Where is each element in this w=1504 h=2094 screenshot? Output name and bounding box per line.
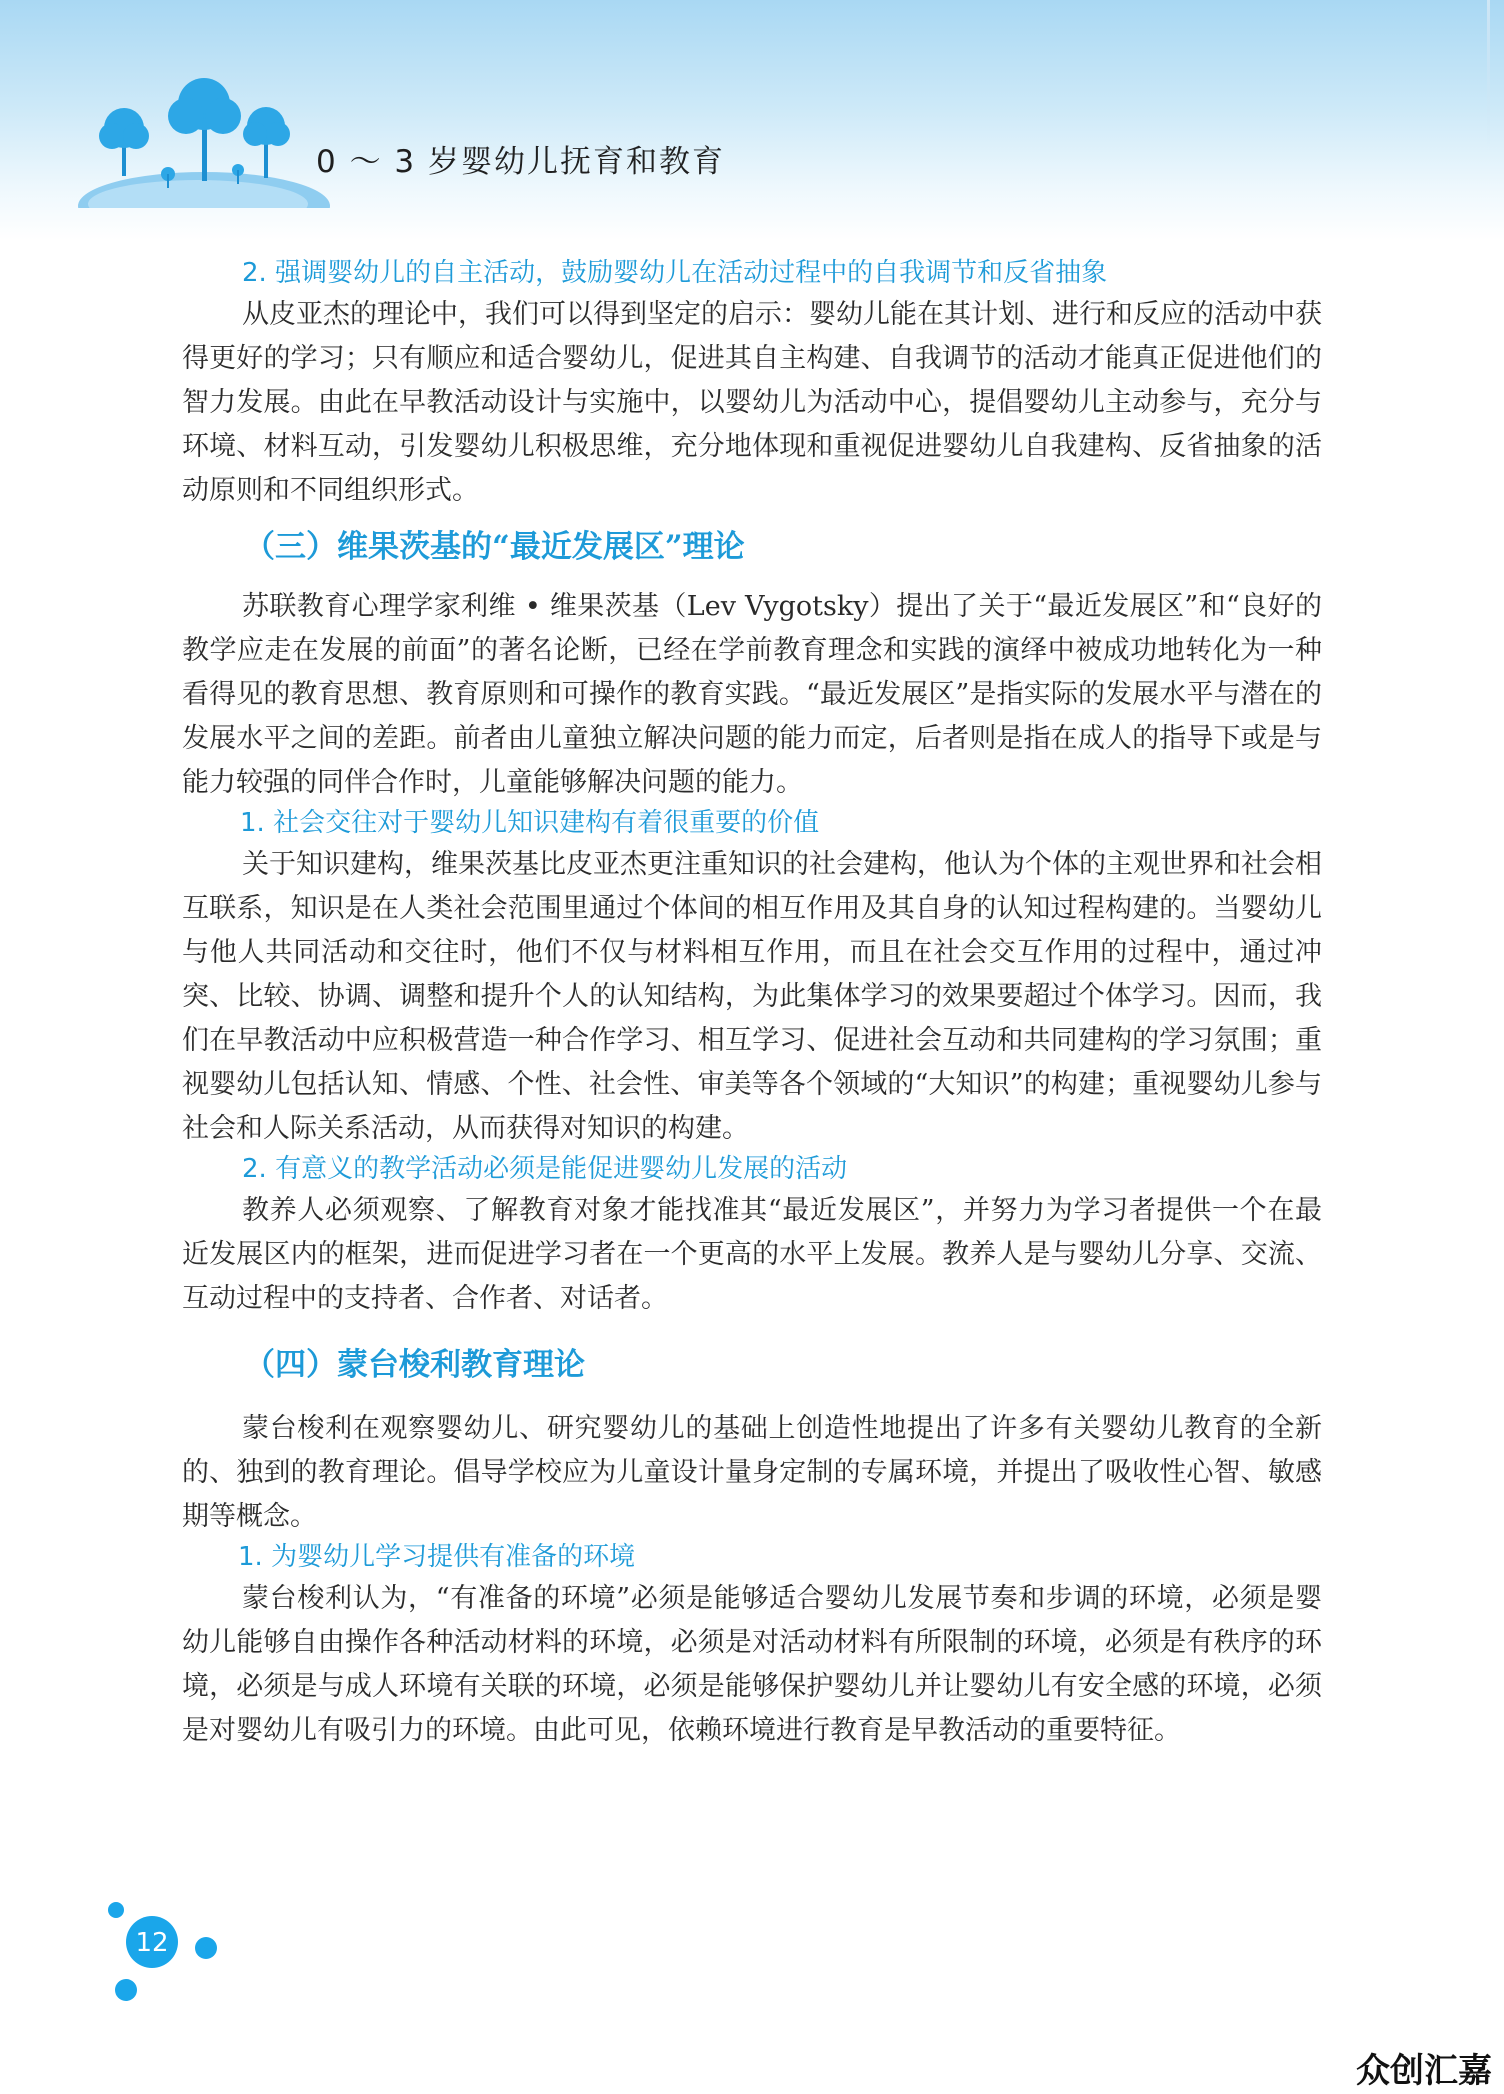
page-number-badge — [100, 1898, 230, 2008]
page-number: 12 — [135, 1928, 169, 1958]
paragraph-caregiver-role: 教养人必须观察、了解教育对象才能找准其“最近发展区”，并努力为学习者提供一个在最近发展区内的框架，进而促进学习者在一个更高的水平上发展。教养人是与婴幼儿分享、交流、互动过程中的支持者、合作者、对话者。 — [182, 1195, 1322, 1314]
paragraph-prepared-environment: 蒙台梭利认为，“有准备的环境”必须是能够适合婴幼儿发展节奏和步调的环境，必须是婴幼儿能够自由操作各种活动材料的环境，必须是对活动材料有所限制的环境，必须是有秩序的环境，必须是与成人环境有关联的环境，必须是能够保护婴幼儿并让婴幼儿有安全感的环境，必须是对婴幼儿有吸引力的环境。由此可见，依赖环境进行教育是早教活动的重要特征。 — [182, 1583, 1322, 1746]
watermark-text: 众创汇嘉 — [1344, 2048, 1504, 2094]
subheading-prepared-environment: 1. 为婴幼儿学习提供有准备的环境 — [238, 1542, 636, 1572]
subheading-autonomous-activity: 2. 强调婴幼儿的自主活动，鼓励婴幼儿在活动过程中的自我调节和反省抽象 — [242, 258, 1108, 288]
section-heading-vygotsky: （三）维果茨基的“最近发展区”理论 — [244, 529, 745, 565]
paragraph-vygotsky-intro: 苏联教育心理学家利维 • 维果茨基（Lev Vygotsky）提出了关于“最近发展区”和“良好的教学应走在发展的前面”的著名论断，已经在学前教育理念和实践的演绎中被成功地转化为一种看得见的教育思想、教育原则和可操作的教育实践。“最近发展区”是指实际的发展水平与潜在的发展水平之间的差距。前者由儿童独立解决问题的能力而定，后者则是指在成人的指导下或是与能力较强的同伴合作时，儿童能够解决问题的能力。 — [182, 591, 1322, 798]
paragraph-piaget-insight: 从皮亚杰的理论中，我们可以得到坚定的启示：婴幼儿能在其计划、进行和反应的活动中获得更好的学习；只有顺应和适合婴幼儿，促进其自主构建、自我调节的活动才能真正促进他们的智力发展。由此在早教活动设计与实施中，以婴幼儿为活动中心，提倡婴幼儿主动参与，充分与环境、材料互动，引发婴幼儿积极思维，充分地体现和重视促进婴幼儿自我建构、反省抽象的活动原则和不同组织形式。 — [182, 299, 1322, 506]
page-content — [182, 255, 1322, 1753]
paragraph-social-construction: 关于知识建构，维果茨基比皮亚杰更注重知识的社会建构，他认为个体的主观世界和社会相互联系，知识是在人类社会范围里通过个体间的相互作用及其自身的认知过程构建的。当婴幼儿与他人共同活动和交往时，他们不仅与材料相互作用，而且在社会交互作用的过程中，通过冲突、比较、协调、调整和提升个人的认知结构，为此集体学习的效果要超过个体学习。因而，我们在早教活动中应积极营造一种合作学习、相互学习、促进社会互动和共同建构的学习氛围；重视婴幼儿包括认知、情感、个性、社会性、审美等各个领域的“大知识”的构建；重视婴幼儿参与社会和人际关系活动，从而获得对知识的构建。 — [182, 849, 1322, 1144]
section-heading-montessori: （四）蒙台梭利教育理论 — [244, 1347, 585, 1383]
page-edge-line — [1487, 0, 1490, 150]
book-title: 0 ～ 3 岁婴幼儿抚育和教育 — [316, 144, 726, 180]
trees-logo-icon — [78, 78, 330, 208]
subheading-social-interaction: 1. 社会交往对于婴幼儿知识建构有着很重要的价值 — [240, 808, 820, 838]
subheading-meaningful-teaching: 2. 有意义的教学活动必须是能促进婴幼儿发展的活动 — [242, 1154, 848, 1184]
paragraph-montessori-intro: 蒙台梭利在观察婴幼儿、研究婴幼儿的基础上创造性地提出了许多有关婴幼儿教育的全新的、独到的教育理论。倡导学校应为儿童设计量身定制的专属环境，并提出了吸收性心智、敏感期等概念。 — [182, 1413, 1322, 1532]
